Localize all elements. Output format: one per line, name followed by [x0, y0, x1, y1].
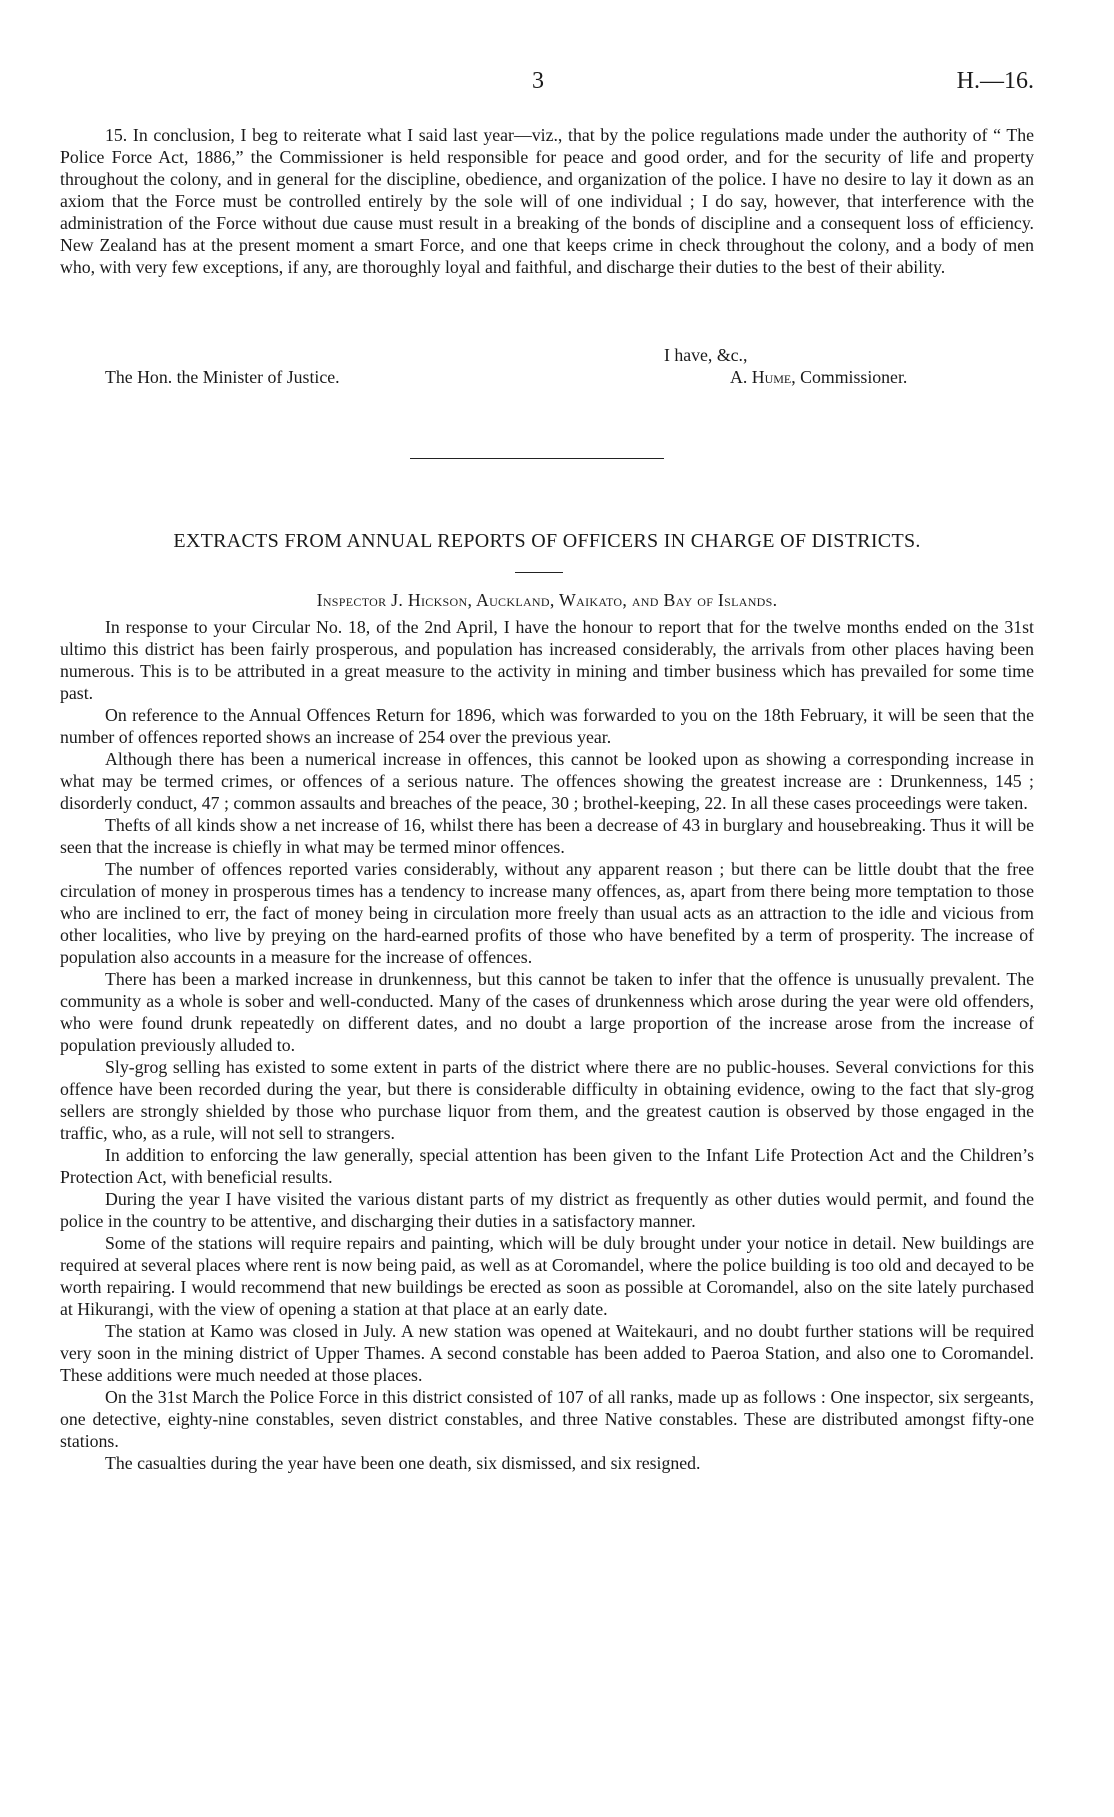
- section-divider: [410, 458, 664, 459]
- document-reference: H.—16.: [956, 68, 1034, 94]
- signature-title: Commissioner.: [800, 367, 908, 387]
- report-paragraph: On the 31st March the Police Force in this district consisted of 107 of all ranks, made up as follows : One inspector, six sergeants, one detective, eighty-nine constables, seven district constables, and three Native constables. These are distributed amongst fifty-one stations.: [60, 1387, 1034, 1451]
- letter-signoff: [60, 345, 1034, 395]
- report-paragraph: During the year I have visited the various distant parts of my district as frequently as other duties would permit, and found the police in the country to be attentive, and discharging their duties in a satisfactory manner.: [60, 1189, 1034, 1231]
- report-paragraph: In addition to enforcing the law generally, special attention has been given to the Infant Life Protection Act and the Children’s Protection Act, with beneficial results.: [60, 1145, 1034, 1187]
- report-paragraph: The number of offences reported varies considerably, without any apparent reason ; but there can be little doubt that the free circulation of money in prosperous times has a tendency to increase many offences, as, apart from there being more temptation to those who are inclined to err, the fact of money being in circulation more freely than usual acts as an attraction to the idle and vicious from other localities, who live by preying on the hard-earned profits of those who have benefited by a term of prosperity. The increase of population also accounts in a measure for the increase of offences.: [60, 859, 1034, 967]
- closing-line: I have, &c.,: [664, 345, 748, 365]
- report-paragraph: Sly-grog selling has existed to some extent in parts of the district where there are no public-houses. Several convictions for this offence have been recorded during the year, but there is considerable difficulty in obtaining evidence, owing to the fact that sly-grog sellers are strongly shielded by those who purchase liquor from them, and the greatest caution is observed by those engaged in the traffic, who, as a rule, will not sell to strangers.: [60, 1057, 1034, 1143]
- report-paragraph: The casualties during the year have been one death, six dismissed, and six resigned.: [105, 1453, 701, 1473]
- report-paragraph: Although there has been a numerical increase in offences, this cannot be looked upon as showing a corresponding increase in what may be termed crimes, or offences of a serious nature. The offences showing the greatest increase are : Drunkenness, 145 ; disorderly conduct, 47 ; common assaults and breaches of the peace, 30 ; brothel-keeping, 22. In all these cases proceedings were taken.: [60, 749, 1034, 813]
- report-paragraph: Some of the stations will require repairs and painting, which will be duly brought under your notice in detail. New buildings are required at several places where rent is now being paid, as well as at Coromandel, where the police building is too old and decayed to be worth repairing. I would recommend that new buildings be erected as soon as possible at Coromandel, also on the site lately purchased at Hikurangi, with the view of opening a station at that place at an early date.: [60, 1233, 1034, 1319]
- signature: [730, 367, 907, 388]
- report-body: [60, 616, 1034, 1474]
- section-title: EXTRACTS FROM ANNUAL REPORTS OF OFFICERS IN CHARGE OF DISTRICTS.: [173, 530, 921, 552]
- addressee: The Hon. the Minister of Justice.: [105, 367, 340, 387]
- inspector-heading: Inspector J. Hickson, Auckland, Waikato, and Bay of Islands.: [316, 590, 778, 610]
- paragraph-15: 15. In conclusion, I beg to reiterate what I said last year—viz., that by the police regulations made under the authority of “ The Police Force Act, 1886,” the Commissioner is held responsible for peace and good order, and for the security of life and property throughout the colony, and in general for the discipline, obedience, and organization of the police. I have no desire to lay it down as an axiom that the Force must be controlled entirely by the sole will of one individual ; I do say, however, that interference with the administration of the Force without due cause must result in a breaking of the bonds of discipline and a consequent loss of efficiency. New Zealand has at the present moment a smart Force, and one that keeps crime in check throughout the colony, and a body of men who, with very few exceptions, if any, are thoroughly loyal and faithful, and discharge their duties to the best of their ability.: [60, 125, 1034, 277]
- page-number: 3: [532, 68, 544, 94]
- report-paragraph: The station at Kamo was closed in July. A new station was opened at Waitekauri, and no doubt further stations will be required very soon in the mining district of Upper Thames. A second constable has been added to Paeroa Station, and also one to Coromandel. These additions were much needed at those places.: [60, 1321, 1034, 1385]
- report-paragraph: On reference to the Annual Offences Return for 1896, which was forwarded to you on the 18th February, it will be seen that the number of offences reported shows an increase of 254 over the previous year.: [60, 705, 1034, 747]
- signature-name: A. Hume,: [730, 367, 796, 387]
- report-paragraph: In response to your Circular No. 18, of the 2nd April, I have the honour to report that for the twelve months ended on the 31st ultimo this district has been fairly prosperous, and population has increased considerably, the arrivals from other places having been numerous. This is to be attributed in a great measure to the activity in mining and timber business which has prevailed for some time past.: [60, 617, 1034, 703]
- title-rule: [515, 572, 563, 573]
- report-paragraph: Thefts of all kinds show a net increase of 16, whilst there has been a decrease of 43 in burglary and housebreaking. Thus it will be seen that the increase is chiefly in what may be termed minor offences.: [60, 815, 1034, 857]
- page-header: [60, 68, 1034, 98]
- report-paragraph: There has been a marked increase in drunkenness, but this cannot be taken to infer that the offence is unusually prevalent. The community as a whole is sober and well-conducted. Many of the cases of drunkenness which arose during the year were old offenders, who were found drunk repeatedly on different dates, and no doubt a large proportion of the increase arose from the increase of population previously alluded to.: [60, 969, 1034, 1055]
